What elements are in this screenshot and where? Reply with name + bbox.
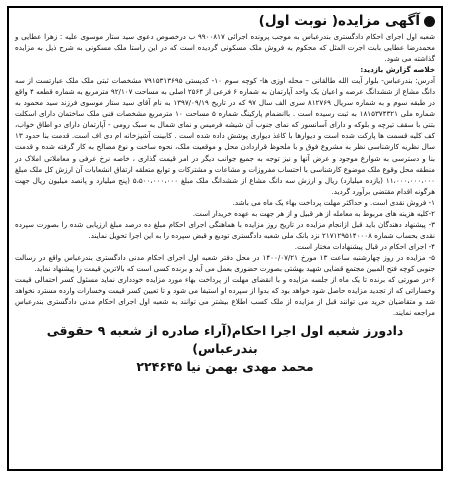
signature-title: دادورز شعبه اول اجرا احکام(آراء صادره از شعبه ۹ حقوقی بندرعباس) xyxy=(46,323,404,357)
property-description: آدرس: بندرعباس- بلوار آیت الله طالقانی – محله اوزی ها- کوچه سوم ۱۰- کدپستی ۷۹۱۵۳۱۳۶۹۵ مشخصات ثبتی ملک ملک عبارتست از سه دانگ مشاع از ششدانگ عرصه و اعیان یک واحد آپارتمان به شماره ۶ فرعی از ۲۵۶۴ اصلی به مساحت ۹۲/۱۰۷ مترمربع به شماره قطعه ۴ واقع در طبقه سوم و به شماره سریال ۸۱۲۷۶۹ سری الف سال ۹۷ که در تاریخ ۱۳۹۷/۰۹/۱۹ به نام آقای سید ستار موسوی فرزند سید محمود به شماره ملی ۱۸۱۵۳۷۴۳۲۱ به ثبت رسیده است . باانضمام پارکینگ شماره ۵ مساحت ۱۰ مترمربع مشخصات فنی ملک ساختمان دارای اسکلت بتنی با سقف تیرچه و بلوکه و دارای آسانسور که نمای جنوب آن شیشه فرمیس و نمای شمال به سبک رومی - آپارتمان دارای دو اطاق خواب، کف کلیه قسمت ها پارکت شده است و دیوارها با کاغذ دیواری پوشش داده شده است . کابینت آشپزخانه ام دی اف است. قدمت بنا حدود ۱۳ سال نظریه کارشناسی نظر به مشروع فوق و با ملحوظ قراردادن محل و موقعیت ملک، نحوه ساخت و نوع مصالح به کار گرفته شده و قدمت بنا و دسترسی به شوارع موجود و عرض آنها و نیز توجه به جمیع جوانب دیگر در امر قیمت گذاری ، خاصه نرخ عرفی و معاملاتی املاک در منطقه محل وقوع ملک موضوع کارشناسی با احتساب مفروزات و مشاعات و مشترکات و توابع متعلقه ارتفاق انشعابات آن ارزش کل ملک مبلغ ۱۱،۰۰۰،۰۰۰،۰۰۰ (یازده میلیارد) ریال و ارزش سه دانگ مشاع از ششدانگ ملک مبلغ ۵،۵۰۰،۰۰۰،۰۰۰ (پنج میلیارد و پانصد میلیون ریال جهت هرگونه اقدام مقتضی برآورد گردید. xyxy=(15,76,436,196)
condition-1: ۱- فروش نقدی است. و حداکثر مهلت پرداخت بهاء یک ماه می باشد. xyxy=(232,197,435,207)
inspection-heading: خلاصه گزارش بازدید: xyxy=(360,65,435,75)
condition-3: ۳- پیشنهاد دهندگان باید قبل ازانجام مزایده در تاریخ روز مزایده با هماهنگی اجرای احکام مبلغ ده درصد مبلغ ارزیابی شده را بصورت سپرده نقدی بحساب شماره ۲۱۷۱۲۹۵۱۴۰۰۰۸ نزد بانک ملی شعبه دادگستری تودیع و قبض سپرده را به این اجرا تحویل نمایند. xyxy=(15,219,435,240)
bullet-circle-icon xyxy=(424,16,435,27)
notice-header xyxy=(15,11,435,31)
notice-title: آگهی مزایده( نوبت اول) xyxy=(258,13,420,29)
condition-6: ۶-در صورتی که برنده تا یک ماه از جلسه مزایده و با انقضای مهلت از پرداخت بهاء مورد مزایده خودداری نماید مسئول کسر احتمالی قیمت وخساراتی که از تجدید مزایده حاصل شود خواهد بود که بدوا از سپرده او استیفا می شود و تا تعیین کسر قیمت وخسارات وارده مسترد نخواهد شد و متقاضیان خرید می توانند قبل از مزایده از ملک کسب اطلاع بیشتر می توانند به شعبه اول اجرای احکام مدنی دادگستری بندرعباس مراجعه نمایند. xyxy=(15,275,435,318)
signature-block xyxy=(15,322,435,376)
auction-notice xyxy=(7,6,443,471)
condition-5: ۵- مزایده در روز چهارشنبه ساعت ۱۳ مورخ ۱۴۰۰/۰۷/۲۱ در محل دفتر شعبه اول اجرای احکام مدنی دادگستری بندرعباس واقع در رسالت جنوبی کوچه فتح المبین مجتمع قضایی شهید بهشتی بصورت حضوری بعمل می آید و برنده کسی است که بالاترین قیمت را پیشنهاد نماید. xyxy=(15,252,435,273)
condition-2: ۲-کلیه هزینه های مربوط به معامله از هر قبیل و از هر جهت به عهده خریدار است. xyxy=(192,208,435,218)
notice-body xyxy=(15,31,435,318)
signature-name: محمد مهدی بهمن نیا ۲۲۴۶۴۵ xyxy=(136,359,314,375)
condition-4: ۴- اجرای احکام در قبال پیشنهادات مختار است. xyxy=(294,241,435,251)
intro-paragraph: شعبه اول اجرای احکام دادگستری بندرعباس به موجب پرونده اجرائی ۹۹۰۰۸۱۷ ب درخصوص دعوی سید ستار موسوی علیه : زهرا عطایی و محمدرضا عطایی بابت اجرت المثل که محکوم به فروش ملک مسکونی گردیده است که در این راستا ملک مسکونی به شرح ذیل به مزایده گذاشته می شود. xyxy=(15,32,435,64)
